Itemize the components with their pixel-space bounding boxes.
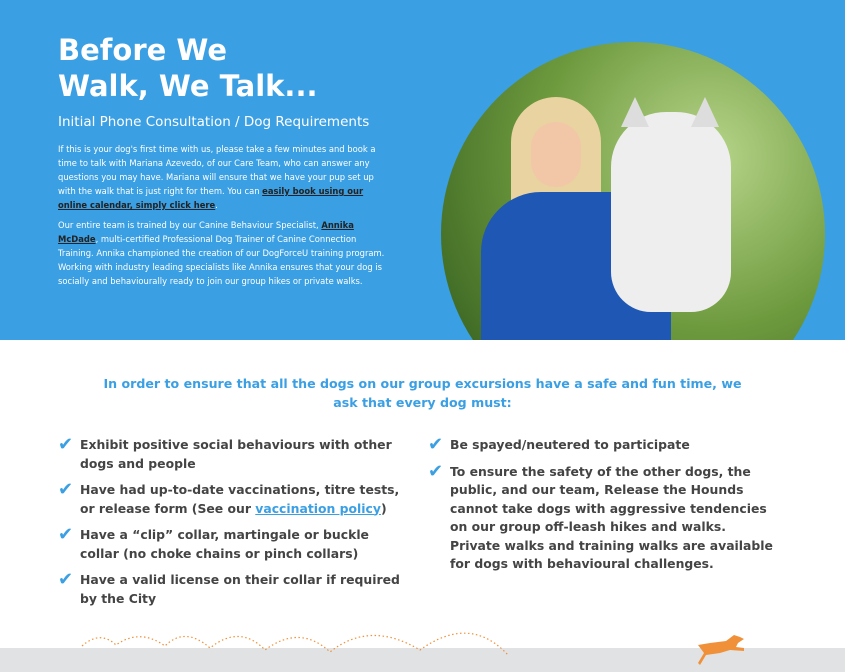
list-item — [58, 571, 403, 608]
list-item — [58, 481, 403, 518]
item-text: Be spayed/neutered to participate — [450, 437, 690, 452]
page-title — [58, 32, 358, 104]
woman-with-husky-photo — [441, 42, 825, 340]
trainer-paragraph — [58, 218, 388, 288]
checkmark-icon: ✔ — [58, 434, 74, 455]
annika-mcdade-link[interactable]: Annika McDade — [58, 220, 354, 244]
checkmark-icon: ✔ — [428, 434, 444, 455]
requirements-intro: In order to ensure that all the dogs on our group excursions have a safe and fun time, we ask that every dog must: — [103, 376, 742, 410]
title-line-2: Walk, We Talk... — [58, 69, 318, 103]
title-line-1: Before We — [58, 33, 228, 67]
item-text: To ensure the safety of the other dogs, the public, and our team, Release the Hounds cannot take dogs with aggressive tendencies on our group off-leash hikes and walks. Private walks and training walks are available for dogs with behavioural challenges. — [450, 463, 773, 571]
para2-start: Our entire team is trained by our Canine Behaviour Specialist, — [58, 220, 322, 230]
list-item — [428, 436, 778, 455]
requirements-list-left — [58, 436, 403, 616]
checkmark-icon: ✔ — [58, 479, 74, 500]
checkmark-icon: ✔ — [58, 524, 74, 545]
book-calendar-link[interactable]: easily book using our online calendar, simply click here — [58, 186, 364, 210]
running-dog-icon — [698, 635, 744, 665]
dotted-trail — [82, 633, 508, 655]
checkmark-icon: ✔ — [58, 569, 74, 590]
list-item — [58, 526, 403, 563]
consultation-paragraph — [58, 142, 388, 212]
item-text: Have had up-to-date vaccinations, titre tests, or release form (See our — [80, 482, 400, 516]
item-text: Have a valid license on their collar if required by the City — [80, 572, 400, 606]
item-text-end: ) — [380, 500, 387, 516]
dog-jump-trail — [0, 620, 845, 672]
section-subtitle: Initial Phone Consultation / Dog Requirements — [58, 114, 370, 130]
list-item — [428, 460, 778, 574]
checkmark-icon: ✔ — [428, 460, 444, 482]
vaccination-policy-link[interactable]: vaccination policy — [255, 500, 381, 516]
item-text: Have a “clip” collar, martingale or buckle collar (no choke chains or pinch collars) — [80, 527, 369, 561]
list-item — [58, 436, 403, 473]
item-text: Exhibit positive social behaviours with other dogs and people — [80, 437, 392, 471]
para2-text: , multi-certified Professional Dog Trainer of Canine Connection Training. Annika championed the creation of our DogForceU training program. Working with industry leading specialists like Annika ensures that your dog is socially and behaviourally ready to join our group hikes or private walks. — [58, 234, 385, 286]
requirements-list-right — [428, 436, 778, 582]
para1-text: If this is your dog's first time with us, please take a few minutes and book a time to talk with Mariana Azevedo, of our Care Team, who can answer any questions you may have. Mariana will ensure that we have your pup set up with the walk that is just right for them. You can — [58, 144, 376, 196]
para1-end: . — [215, 200, 218, 210]
